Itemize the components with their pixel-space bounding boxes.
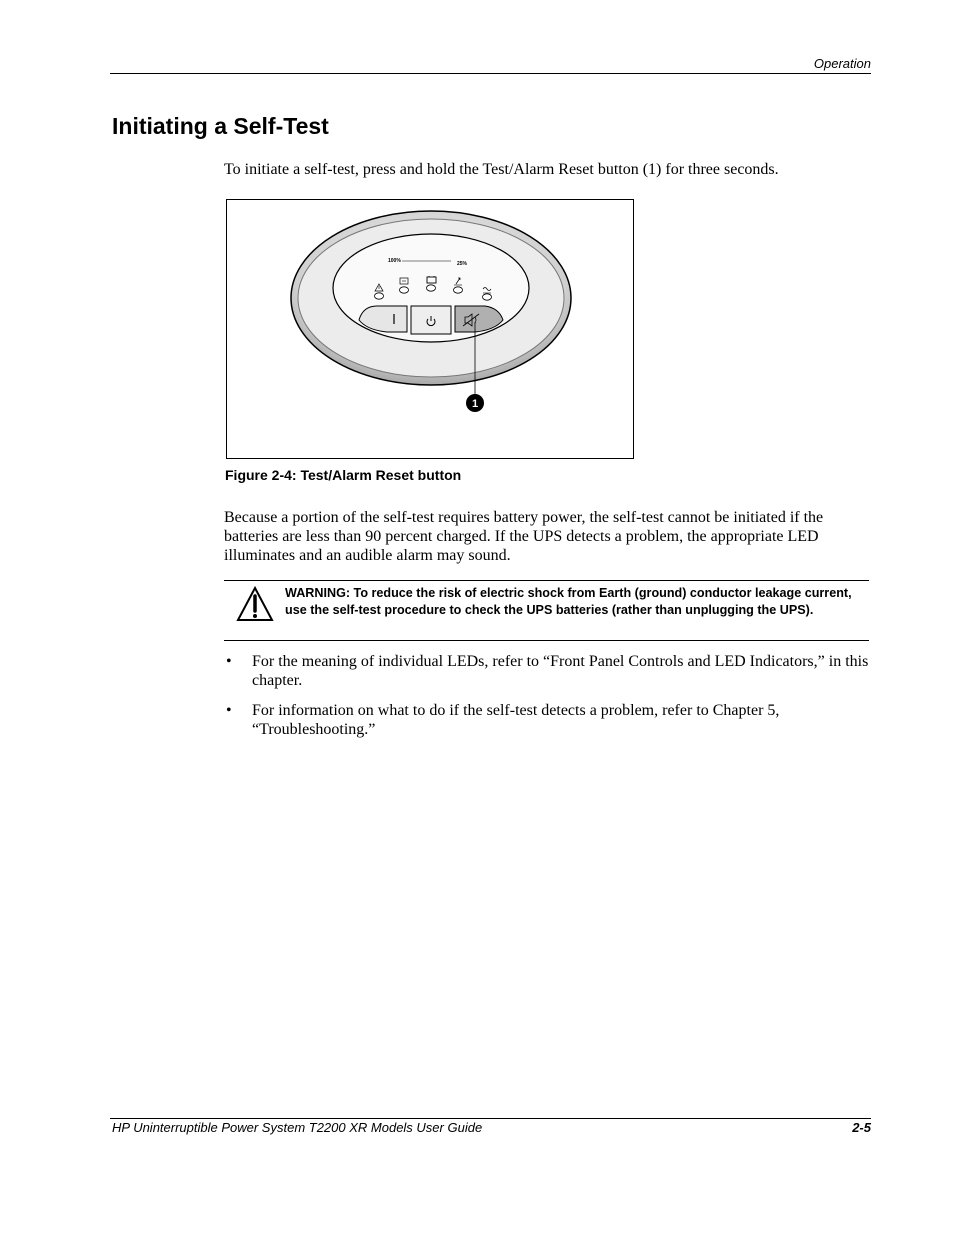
warning-text: WARNING: To reduce the risk of electric shock from Earth (ground) conductor leakage current, use the self-test procedure to check the UPS batteries (rather than unplugging the UPS). [285, 586, 852, 617]
warning-rule-top [224, 580, 869, 581]
section-title: Initiating a Self-Test [112, 113, 329, 139]
footer-title: HP Uninterruptible Power System T2200 XR Models User Guide [112, 1120, 483, 1135]
warning-rule-bottom [224, 640, 869, 641]
callout-number: 1 [471, 398, 479, 410]
bullet-marker: • [226, 702, 232, 719]
ups-front-panel-illustration [227, 200, 633, 458]
scale-label-low: 25% [457, 261, 468, 267]
led-battery-charge [427, 285, 436, 291]
led-fault [375, 293, 384, 299]
figure-caption: Figure 2-4: Test/Alarm Reset button [225, 467, 462, 483]
footer-rule [110, 1118, 871, 1119]
led-bypass [454, 287, 463, 293]
led-ac [483, 294, 492, 300]
figure-frame [226, 199, 634, 459]
led-battery [400, 287, 409, 293]
page-number: 2-5 [852, 1120, 871, 1135]
warning-triangle-icon [236, 586, 274, 622]
scale-label-high: 100% [388, 258, 401, 264]
bullet-marker: • [226, 653, 232, 670]
header-rule [110, 73, 871, 74]
intro-paragraph: To initiate a self-test, press and hold the Test/Alarm Reset button (1) for three seconds. [224, 161, 779, 178]
running-header: Operation [813, 56, 871, 71]
body-paragraph: Because a portion of the self-test requires battery power, the self-test cannot be initiated if the batteries are less than 90 percent charged. If the UPS detects a problem, the appropriate LED illuminates and an audible alarm may sound. [224, 509, 824, 564]
bullet-item: For information on what to do if the self-test detects a problem, refer to Chapter 5, “Troubleshooting.” [252, 702, 780, 738]
bullet-item: For the meaning of individual LEDs, refer to “Front Panel Controls and LED Indicators,” in this chapter. [252, 653, 869, 689]
